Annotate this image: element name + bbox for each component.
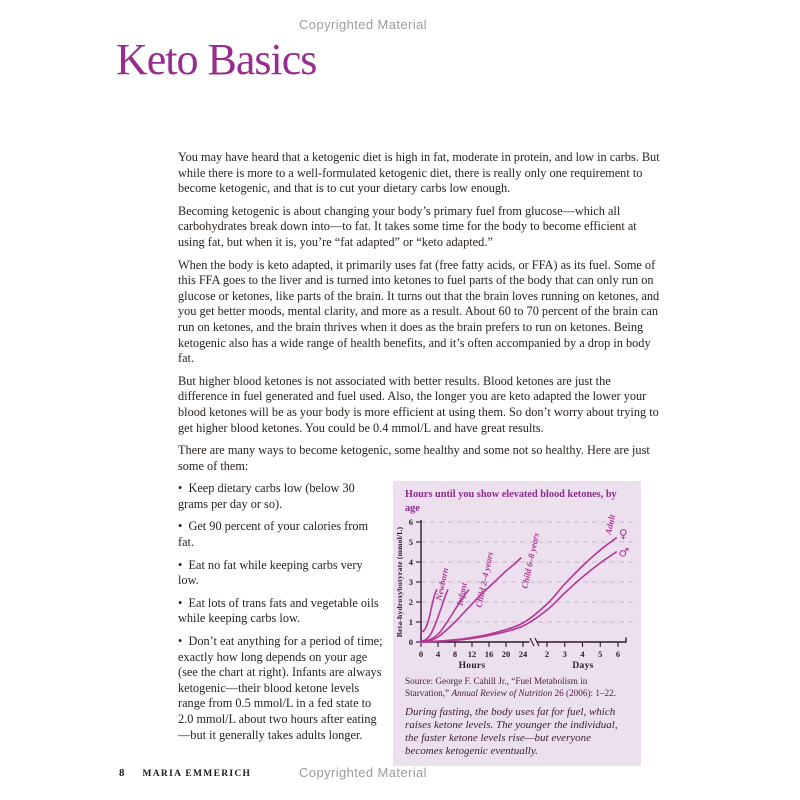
y-tick-label: 2 — [408, 597, 413, 608]
series-label: Adult — [603, 514, 618, 536]
y-tick-label: 4 — [408, 557, 413, 568]
x-tick-label: 2 — [544, 649, 550, 660]
copyright-notice-bottom: Copyrighted Material — [299, 765, 427, 780]
bullet-item: • Get 90 percent of your calories from fat. — [178, 519, 384, 550]
x-tick-label: 8 — [452, 649, 458, 660]
body-paragraph: When the body is keto adapted, it primarily uses fat (free fatty acids, or FFA) as its fuel. Some of this FFA goes to the liver and is turned into ketones to fuel parts of the body that can only run on glucose or ketones, like parts of the brain. It turns out that the brain loves running on ketones, and you get better moods, mental clarity, and more as a result. About 60 to 70 percent of the brain can run on ketones, and the brain thrives when it does as the brain prefers to run on ketones. Being ketogenic also has a wide range of health benefits, and it’s often accompanied by a drop in body fat. — [178, 257, 660, 366]
x-tick-label: 6 — [615, 649, 621, 660]
y-axis-label: Beta-hydroxybutyrate (mmol/L) — [395, 527, 404, 638]
bullet-item: • Don’t eat anything for a period of time; exactly how long depends on your age (see the chart at right). Infants are always ketogenic—their blood ketone levels range from 0.5 mmol/L in a fed state to 2.0 mmol/L about two hours after eating—but it generally takes adults longer. — [178, 634, 384, 743]
body-paragraph: You may have heard that a ketogenic diet is high in fat, moderate in protein, and low in carbs. But while there is more to a well-formulated ketogenic diet, there is really only one requirement to become ketogenic, and that is to cut your dietary carbs low enough. — [178, 150, 660, 196]
x-tick-label: 0 — [418, 649, 424, 660]
sex-symbol: ♂ — [618, 545, 630, 560]
x-tick-label: 4 — [580, 649, 585, 660]
bullet-list — [178, 481, 384, 750]
source-text: Source: George F. Cahill Jr., “Fuel Metabolism in Starvation,” — [405, 676, 588, 699]
series-label: Child 2–4 years — [473, 551, 496, 609]
y-tick-label: 5 — [408, 537, 413, 548]
bullet-item: • Eat no fat while keeping carbs very low. — [178, 558, 384, 589]
page-footer — [119, 767, 251, 779]
x-tick-label: 4 — [435, 649, 441, 660]
chart-caption: During fasting, the body uses fat for fuel, which raises ketone levels. The younger the individual, the faster ketone levels rise—but everyone becomes ketogenic eventually. — [405, 706, 618, 758]
series-label: Child 6–8 years — [519, 532, 541, 590]
ketones-line-chart — [393, 514, 641, 672]
x-tick-label: 12 — [467, 649, 477, 660]
chart-source-note — [393, 670, 641, 699]
body-paragraph: There are many ways to become ketogenic, some healthy and some not so healthy. Here are just some of them: — [178, 443, 650, 473]
x-tick-label: 24 — [518, 649, 528, 660]
series-label: Infant — [454, 582, 469, 607]
author-name: MARIA EMMERICH — [142, 769, 252, 779]
main-text-column — [178, 150, 660, 766]
series-curve — [421, 552, 616, 642]
chart-title: Hours until you show elevated blood ketones, by age — [405, 489, 617, 515]
page-title: Keto Basics — [116, 35, 317, 84]
source-journal-title: Annual Review of Nutrition — [451, 688, 553, 699]
x-tick-label: 16 — [484, 649, 494, 660]
bullet-item: • Eat lots of trans fats and vegetable oils while keeping carbs low. — [178, 596, 384, 627]
bullet-item: • Keep dietary carbs low (below 30 grams per day or so). — [178, 481, 384, 512]
source-citation-tail: 26 (2006): 1–22. — [552, 688, 617, 699]
y-tick-label: 1 — [408, 617, 413, 628]
y-tick-label: 0 — [408, 637, 413, 648]
body-paragraphs — [178, 150, 660, 474]
series-label: Newborn — [433, 567, 451, 602]
y-tick-label: 3 — [408, 577, 413, 588]
body-paragraph: Becoming ketogenic is about changing your body’s primary fuel from glucose—which all carbohydrates break down into—to fat. It takes some time for the body to become efficient at using fat, but when it is, you’re “fat adapted” or “keto adapted.” — [178, 203, 637, 249]
x-tick-label: 20 — [501, 649, 511, 660]
x-tick-label: 5 — [598, 649, 603, 660]
x-axis-days-label: Days — [572, 661, 594, 672]
x-tick-label: 3 — [562, 649, 567, 660]
ketones-chart-figure — [393, 481, 641, 766]
x-axis-hours-label: Hours — [458, 661, 486, 672]
sex-symbol: ♀ — [618, 527, 628, 542]
copyright-notice-top: Copyrighted Material — [299, 17, 427, 32]
page-number: 8 — [119, 767, 125, 779]
y-tick-label: 6 — [408, 517, 413, 528]
body-paragraph: But higher blood ketones is not associated with better results. Blood ketones are just the difference in fuel generated and fuel used. Also, the longer you are keto adapted the lower your blood ketones will be as your body is more efficient at using them. So don’t worry about trying to get higher blood ketones. You could be 0.4 mmol/L and have great results. — [178, 373, 659, 435]
